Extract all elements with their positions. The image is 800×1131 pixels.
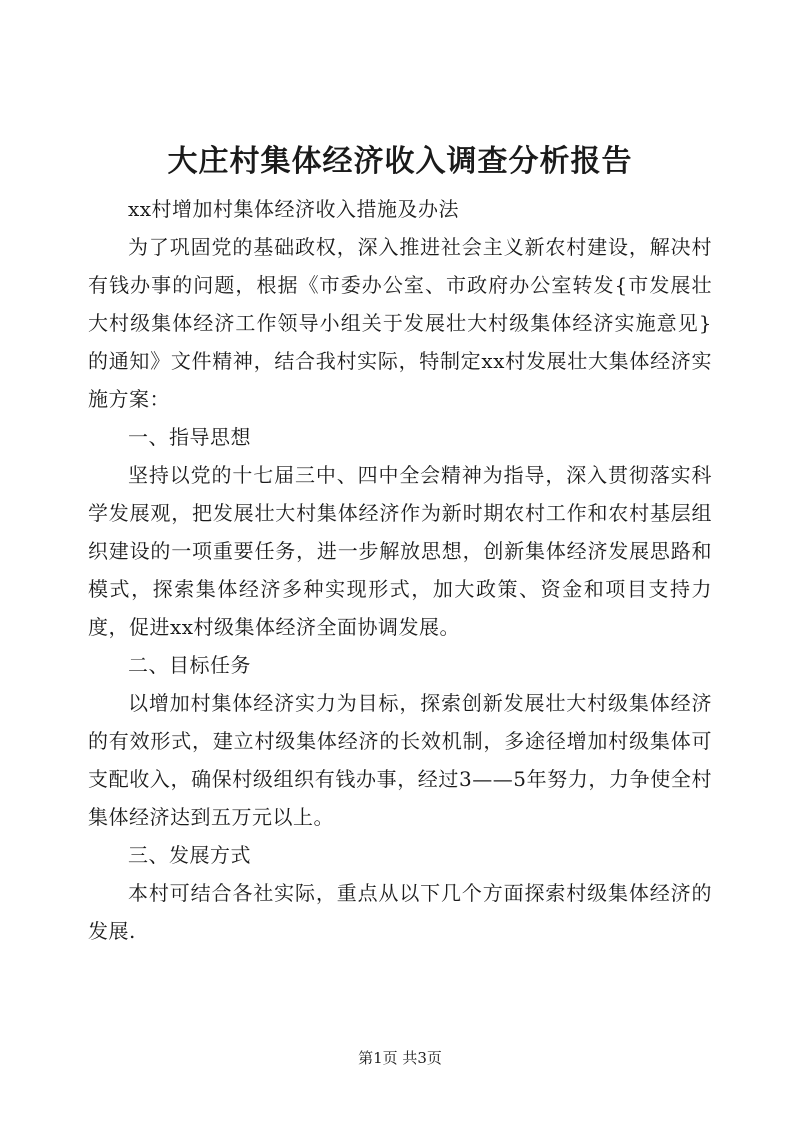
goals-paragraph: 以增加村集体经济实力为目标，探索创新发展壮大村级集体经济的有效形式，建立村级集体经济的长效机制，多途径增加村级集体可支配收入，确保村级组织有钱办事，经过3——5年努力，力争使全村集体经济达到五万元以上。: [88, 691, 712, 829]
section-heading-goals: 二、目标任务: [128, 653, 251, 677]
development-paragraph: 本村可结合各社实际，重点从以下几个方面探索村级集体经济的发展.: [88, 881, 712, 943]
subtitle-paragraph: xx村增加村集体经济收入措施及办法: [128, 197, 460, 221]
guiding-thought-paragraph: 坚持以党的十七届三中、四中全会精神为指导，深入贯彻落实科学发展观，把发展壮大村集体经济作为新时期农村工作和农村基层组织建设的一项重要任务，进一步解放思想，创新集体经济发展思路和模式，探索集体经济多种实现形式，加大政策、资金和项目支持力度，促进xx村级集体经济全面协调发展。: [88, 463, 712, 639]
section-heading-development: 三、发展方式: [128, 843, 251, 867]
document-title: 大庄村集体经济收入调查分析报告: [167, 144, 633, 179]
section-heading-guiding-thought: 一、指导思想: [128, 425, 251, 449]
intro-paragraph: 为了巩固党的基础政权，深入推进社会主义新农村建设，解决村有钱办事的问题，根据《市委办公室、市政府办公室转发{市发展壮大村级集体经济工作领导小组关于发展壮大村级集体经济实施意见}的通知》文件精神，结合我村实际，特制定xx村发展壮大集体经济实施方案：: [88, 235, 712, 411]
page-number-footer: 第1页 共3页: [358, 1049, 442, 1067]
document-body: [88, 190, 712, 950]
